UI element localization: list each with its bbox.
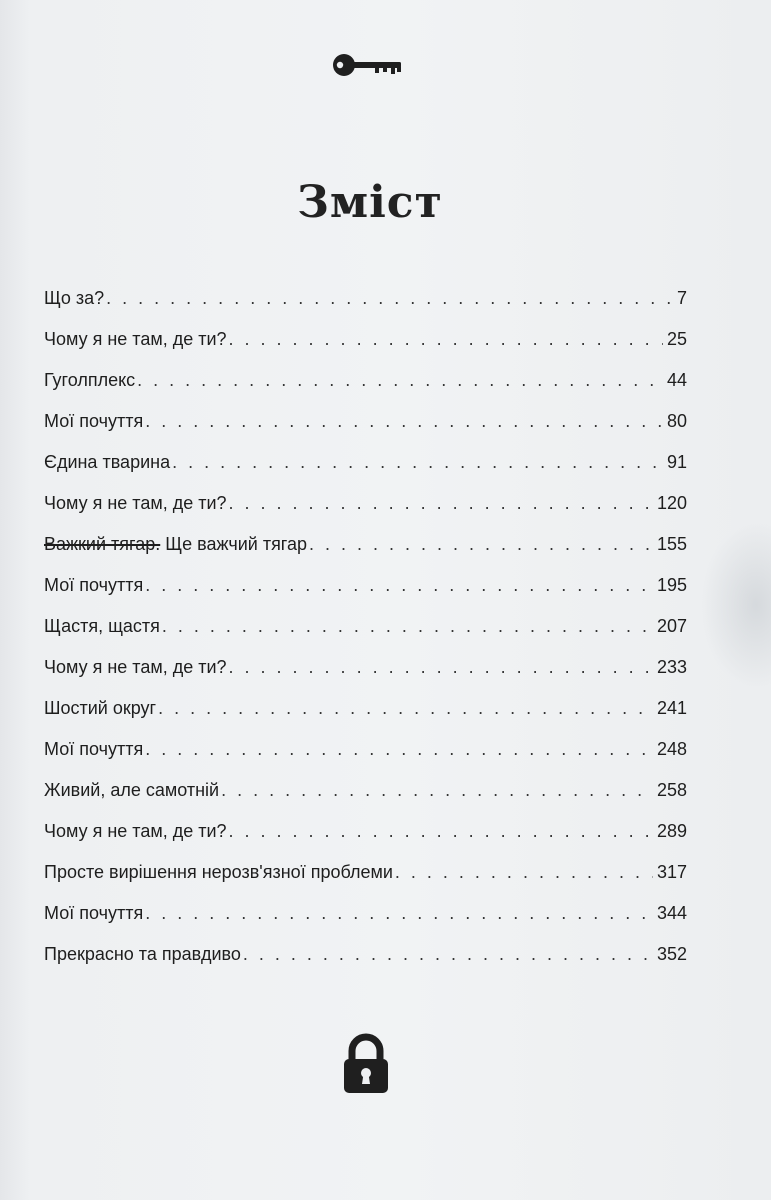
title-text: Чому я не там, де ти?	[44, 493, 227, 513]
toc-entry	[44, 772, 687, 813]
toc-page-number: 344	[656, 903, 687, 923]
toc-page-number: 25	[666, 329, 687, 349]
toc-entry-title	[44, 772, 219, 808]
toc-entry	[44, 485, 687, 526]
dot-leader	[145, 567, 653, 603]
toc-page-number: 195	[656, 575, 687, 595]
title-text: Мої почуття	[44, 739, 144, 759]
title-text: Гуголплекс	[44, 370, 136, 390]
dot-leader	[162, 608, 653, 644]
toc-entry	[44, 567, 687, 608]
toc-entry-title	[44, 731, 143, 767]
dot-leader	[229, 813, 653, 849]
dot-leader	[229, 321, 663, 357]
toc-page-number: 155	[656, 534, 687, 554]
toc-page-number: 241	[656, 698, 687, 718]
toc-page-number: 317	[656, 862, 687, 882]
dot-leader	[145, 403, 663, 439]
title-text: Шостий округ	[44, 698, 157, 718]
toc-entry-title	[44, 403, 143, 439]
toc-entry	[44, 895, 687, 936]
toc-entry	[44, 649, 687, 690]
toc-entry-title	[44, 362, 135, 398]
toc-entry-title	[44, 895, 143, 931]
struck-title-text: Важкий тягар.	[44, 534, 161, 554]
toc-entry	[44, 321, 687, 362]
dot-leader	[229, 485, 653, 521]
dot-leader	[172, 444, 663, 480]
page-title: Зміст	[297, 177, 443, 229]
toc-entry	[44, 690, 687, 731]
title-text: Чому я не там, де ти?	[44, 821, 227, 841]
toc-entry	[44, 731, 687, 772]
title-text: Просте вирішення нерозв'язної проблеми	[44, 862, 393, 882]
toc-entry-title	[44, 813, 227, 849]
toc-page-number: 289	[656, 821, 687, 841]
title-text: Живий, але самотній	[44, 780, 220, 800]
toc-page-number: 207	[656, 616, 687, 636]
toc-entry	[44, 854, 687, 895]
title-text: Чому я не там, де ти?	[44, 329, 227, 349]
toc-page-number: 44	[666, 370, 687, 390]
toc-entry-title	[44, 936, 241, 972]
toc-page-number: 352	[656, 944, 687, 964]
toc-entry-title	[44, 526, 307, 562]
toc-entry-title	[44, 690, 156, 726]
toc-entry-title	[44, 649, 227, 685]
title-text: Ще важчий тягар	[160, 534, 308, 554]
toc-page-number: 120	[656, 493, 687, 513]
toc-page-number: 7	[676, 288, 687, 308]
toc-entry	[44, 526, 687, 567]
toc-entry	[44, 280, 687, 321]
dot-leader	[229, 649, 653, 685]
dot-leader	[145, 731, 653, 767]
toc-entry-title	[44, 608, 160, 644]
title-text: Мої почуття	[44, 575, 144, 595]
padlock-icon	[341, 1033, 391, 1095]
dot-leader	[243, 936, 653, 972]
dot-leader	[395, 854, 653, 890]
dot-leader	[309, 526, 653, 562]
dot-leader	[106, 280, 673, 316]
dot-leader	[137, 362, 663, 398]
toc-entry	[44, 813, 687, 854]
table-of-contents	[44, 280, 687, 977]
toc-entry-title	[44, 485, 227, 521]
toc-entry	[44, 936, 687, 977]
title-text: Чому я не там, де ти?	[44, 657, 227, 677]
title-text: Мої почуття	[44, 411, 144, 431]
toc-entry-title	[44, 321, 227, 357]
toc-page-number: 258	[656, 780, 687, 800]
toc-entry	[44, 362, 687, 403]
dot-leader	[158, 690, 653, 726]
toc-entry-title	[44, 280, 104, 316]
toc-entry	[44, 444, 687, 485]
dot-leader	[145, 895, 653, 931]
title-text: Єдина тварина	[44, 452, 171, 472]
toc-page-number: 91	[666, 452, 687, 472]
toc-entry	[44, 403, 687, 444]
title-text: Прекрасно та правдиво	[44, 944, 241, 964]
title-text: Мої почуття	[44, 903, 144, 923]
title-text: Що за?	[44, 288, 105, 308]
key-icon	[331, 50, 403, 80]
toc-page-number: 248	[656, 739, 687, 759]
toc-entry-title	[44, 444, 170, 480]
toc-page-number: 233	[656, 657, 687, 677]
title-text: Щастя, щастя	[44, 616, 160, 636]
toc-entry-title	[44, 854, 393, 890]
toc-entry-title	[44, 567, 143, 603]
toc-entry	[44, 608, 687, 649]
page-shadow	[701, 520, 771, 690]
toc-page-number: 80	[666, 411, 687, 431]
dot-leader	[221, 772, 653, 808]
